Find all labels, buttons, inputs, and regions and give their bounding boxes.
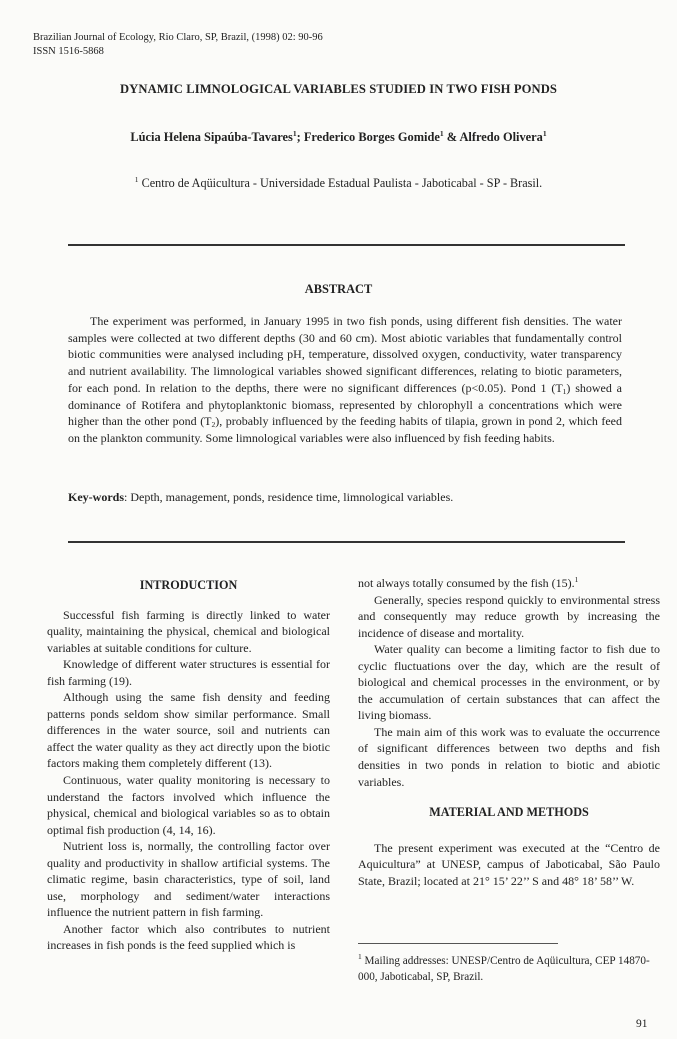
affiliation: [0, 176, 677, 191]
keywords-label: Key-words: [68, 490, 124, 504]
keywords-text: : Depth, management, ponds, residence time, limnological variables.: [124, 490, 454, 504]
author-1-affil-mark: 1: [292, 129, 297, 138]
abstract-body: [68, 313, 622, 447]
paragraph-continued: [358, 575, 660, 592]
author-separator: &: [443, 130, 460, 144]
footnote-mark: 1: [574, 575, 579, 584]
subscript: 1: [562, 386, 567, 396]
abstract-heading: ABSTRACT: [304, 282, 373, 296]
abstract-text: The experiment was performed, in January 1995 in two fish ponds, using different fish densities. The water samples were collected at two different depths (30 and 60 cm). Most abiotic variables that fundamentally control biotic communities were analysed including pH, temperature, dissolved oxygen, conductivity, water transparency and nutrient availability. The limnological variables showed significant differences, relating to biotic parameters, for each pond. In relation to the depths, there were no significant differences (p<0.05). Pond 1 (T: [68, 314, 622, 395]
left-column: [47, 575, 330, 954]
paragraph: Generally, species respond quickly to environmental stress and consequently may reduce growth by increasing the incidence of disease and mortality.: [358, 592, 660, 640]
paragraph-text: not always totally consumed by the fish (15).: [358, 576, 575, 590]
journal-header: [33, 31, 323, 59]
journal-citation: Brazilian Journal of Ecology, Rio Claro, SP, Brazil, (1998) 02: 90-96: [33, 32, 323, 43]
paragraph: Another factor which also contributes to nutrient increases in fish ponds is the feed supplied which is: [47, 921, 330, 953]
footnote-text: Mailing addresses: UNESP/Centro de Aqüicultura, CEP 14870-000, Jaboticabal, SP, Brazil.: [358, 955, 650, 983]
keywords: [68, 490, 622, 505]
paragraph: The main aim of this work was to evaluate the occurrence of significant differences between two depths and fish densities in two ponds in relation to biotic and abiotic variables.: [358, 724, 660, 789]
footnote-divider: [358, 943, 558, 944]
paper-title: DYNAMIC LIMNOLOGICAL VARIABLES STUDIED IN TWO FISH PONDS: [119, 82, 558, 96]
author-2-affil-mark: 1: [439, 129, 444, 138]
methods-heading: MATERIAL AND METHODS: [429, 805, 589, 820]
paragraph: Although using the same fish density and feeding patterns ponds seldom show similar performance. Small differences in the water source, soil and nutrients can affect the water quality as they act directly upon the biotic factors making them completely different (13).: [47, 690, 330, 771]
journal-issn: ISSN 1516-5868: [33, 46, 104, 57]
abstract-text: ), probably influenced by the feeding habits of tilapia, grown in pond 2, which feed on the plankton community. Some limnological variables were also influenced by fish feeding habits.: [68, 414, 622, 445]
footnote: [358, 953, 660, 985]
subscript: 2: [211, 420, 216, 430]
author-list: [0, 130, 677, 145]
paragraph: Continuous, water quality monitoring is necessary to understand the factors involved which influence the physical, chemical and biological variables so as to obtain optimal fish production (4, 14, 16).: [47, 773, 330, 837]
footnote-mark: 1: [358, 952, 362, 961]
paragraph: Successful fish farming is directly linked to water quality, maintaining the physical, chemical and biological variables at suitable conditions for culture.: [47, 607, 330, 655]
affiliation-mark: 1: [134, 175, 139, 184]
affiliation-text: Centro de Aqüicultura - Universidade Estadual Paulista - Jaboticabal - SP - Brasil.: [138, 176, 543, 190]
author-3: Alfredo Olivera: [459, 130, 543, 144]
paragraph: The present experiment was executed at the “Centro de Aquicultura” at UNESP, campus of Jaboticabal, São Paulo State, Brazil; located at 21° 15’ 22’’ S and 48° 18’ 58’’ W.: [358, 840, 660, 888]
page-number: 91: [636, 1018, 648, 1030]
top-divider: [68, 244, 625, 246]
paragraph: Knowledge of different water structures is essential for fish farming (19).: [47, 657, 330, 688]
introduction-heading: INTRODUCTION: [139, 578, 238, 592]
author-1: Lúcia Helena Sipaúba-Tavares: [130, 130, 293, 144]
right-column: [358, 575, 660, 889]
abstract-text: ) showed a dominance of Rotifera and phytoplanktonic biomass, represented by chlorophyll a concentrations which were higher than the other pond (T: [68, 380, 623, 429]
author-separator: ;: [296, 130, 304, 144]
bottom-divider: [68, 541, 625, 543]
paragraph: Water quality can become a limiting factor to fish due to cyclic fluctuations over the day, which are the result of biological and chemical processes in the environment, or by the accumulation of certain substances that can affect the living biomass.: [358, 642, 660, 723]
author-3-affil-mark: 1: [542, 129, 547, 138]
author-2: Frederico Borges Gomide: [303, 130, 440, 144]
paragraph: Nutrient loss is, normally, the controlling factor over quality and productivity in shallow artificial systems. The climatic regime, basin characteristics, type of soil, land use, morphology and sediment/water interactions influence the nutrient pattern in fish farming.: [47, 839, 330, 920]
